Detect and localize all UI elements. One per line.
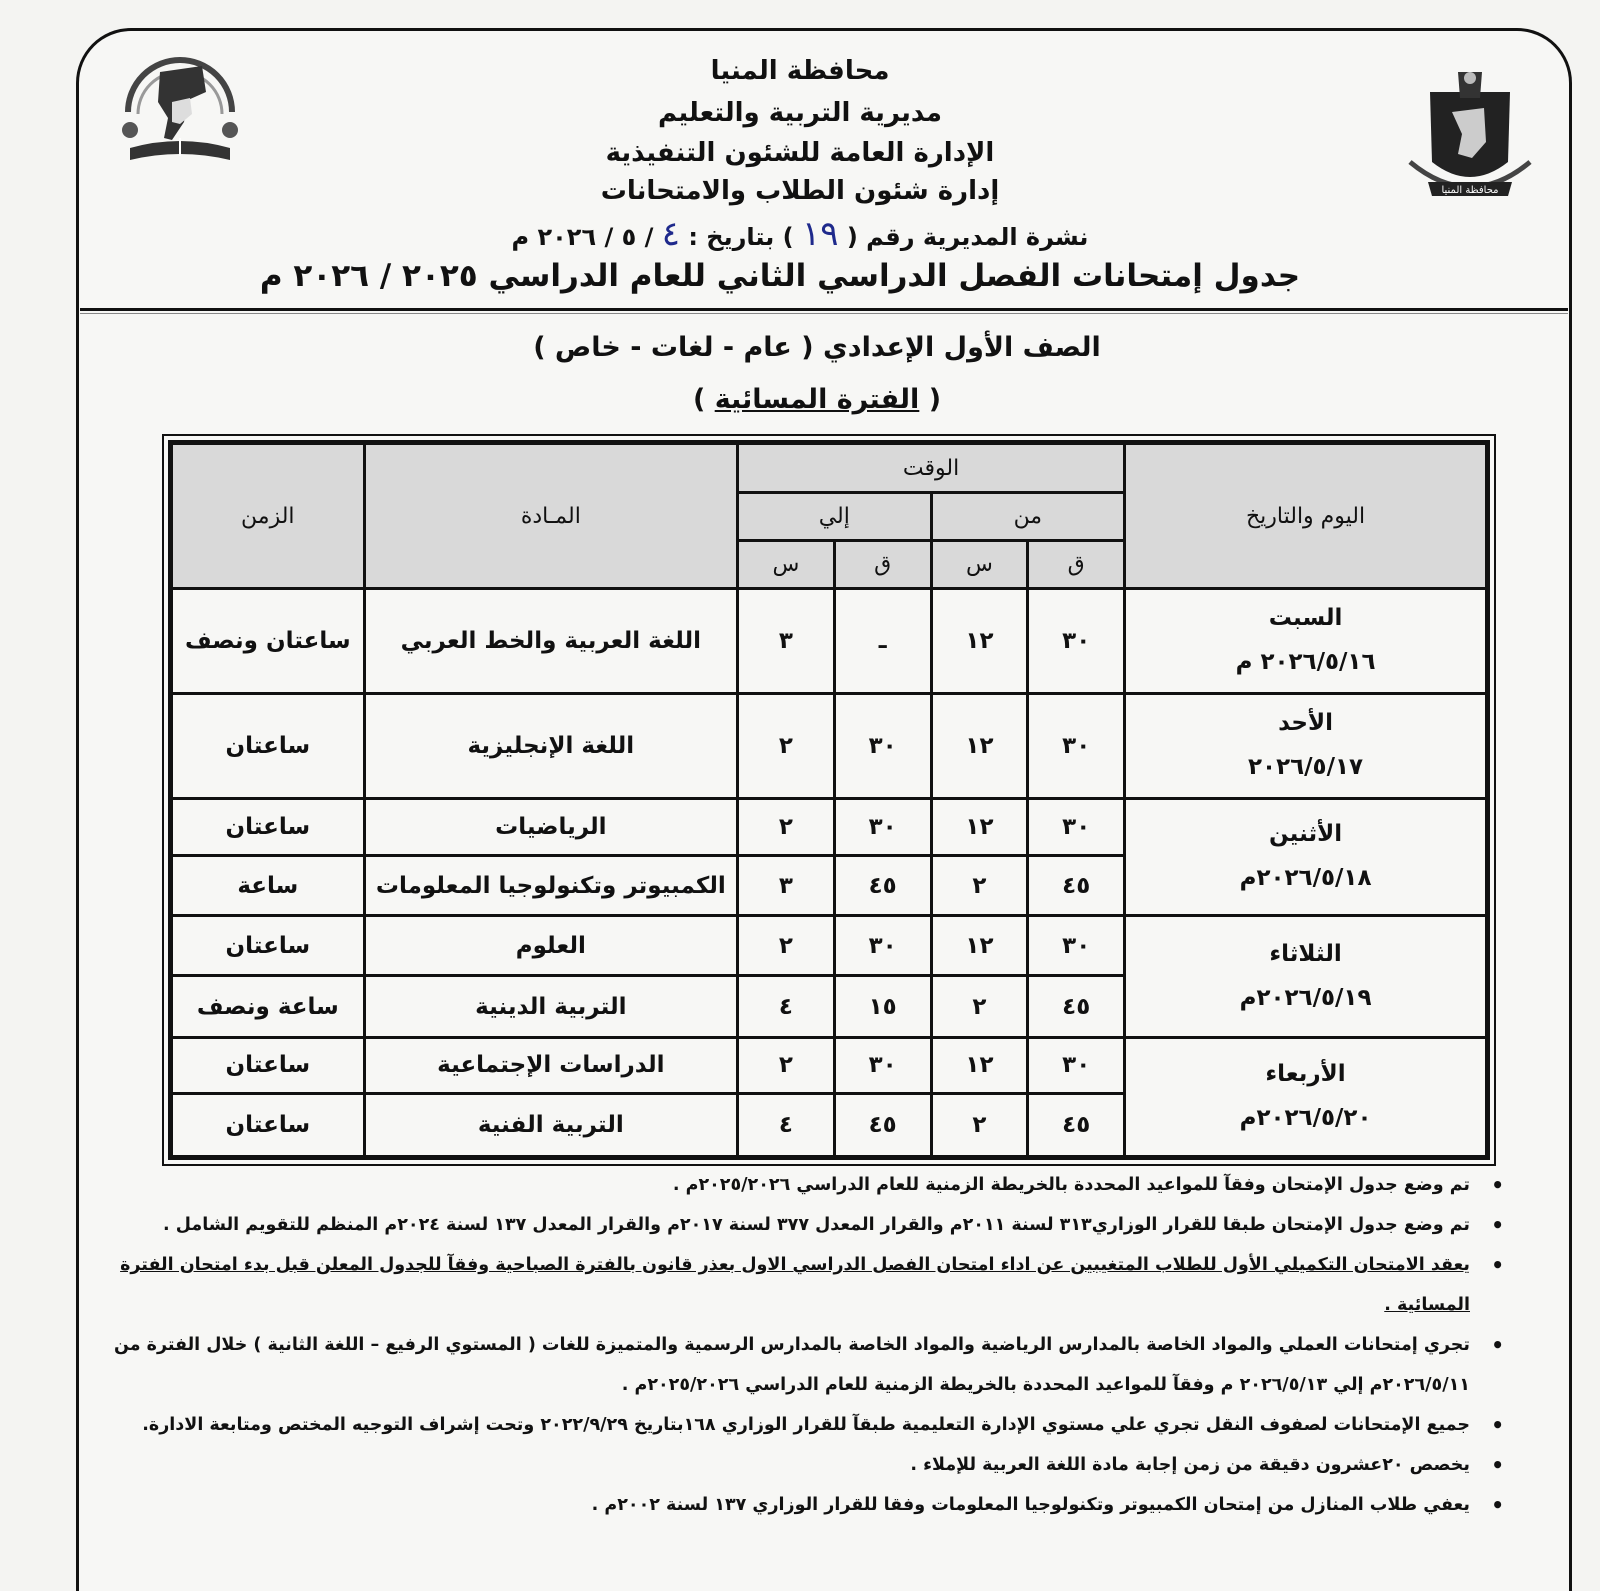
header-from: من: [931, 493, 1125, 541]
day-name: الأثنين: [1268, 821, 1343, 848]
from-minute: ٣٠: [1028, 916, 1125, 976]
exam-date: ٢٠٢٦/٥/١٦ م: [1235, 648, 1376, 675]
emblem-label: محافظة المنيا: [1441, 185, 1499, 196]
to-hour: ٤: [738, 1093, 835, 1157]
note-item: • جميع الإمتحانات لصفوف النقل تجري علي مستوي الإدارة التعليمية طبقآ للقرار الوزاري ١٦٨بتاريخ ٢٠٢٢/٩/٢٩ وتحت إشراف التوجيه المختص ومتابعة الادارة.: [90, 1405, 1510, 1445]
table-row: [171, 916, 1488, 976]
to-minute: ٣٠: [834, 693, 931, 798]
from-minute: ٣٠: [1028, 589, 1125, 694]
day-date-cell: [1125, 693, 1488, 798]
duration: ساعتان: [171, 1038, 365, 1094]
day-date-cell: [1125, 589, 1488, 694]
to-minute: ـ: [834, 589, 931, 694]
duration: ساعة: [171, 856, 365, 916]
to-hour: ٣: [738, 589, 835, 694]
to-minute: ٣٠: [834, 1038, 931, 1094]
bulletin-day: ٤: [661, 214, 680, 254]
administration-name: الإدارة العامة للشئون التنفيذية: [605, 138, 995, 168]
directorate-name: مديرية التربية والتعليم: [657, 98, 943, 128]
day-name: الأربعاء: [1265, 1061, 1346, 1088]
department-name: إدارة شئون الطلاب والامتحانات: [600, 176, 1000, 206]
day-date-cell: [1125, 916, 1488, 1038]
period-label: الفترة المسائية: [714, 384, 920, 415]
header-to: إلي: [738, 493, 932, 541]
from-hour: ١٢: [931, 798, 1028, 856]
day-name: الأحد: [1278, 710, 1333, 737]
grade-title: الصف الأول الإعدادي ( عام - لغات - خاص ): [533, 332, 1101, 363]
document-title: جدول إمتحانات الفصل الدراسي الثاني للعام الدراسي ٢٠٢٥ / ٢٠٢٦ م: [259, 258, 1301, 294]
from-hour: ١٢: [931, 916, 1028, 976]
subject: الكمبيوتر وتكنولوجيا المعلومات: [364, 856, 737, 916]
from-hour: ١٢: [931, 589, 1028, 694]
header-divider: [80, 308, 1568, 311]
period-title: [17, 384, 1600, 415]
to-hour: ٢: [738, 798, 835, 856]
bulletin-number: ١٩: [801, 214, 839, 254]
subject: اللغة الإنجليزية: [364, 693, 737, 798]
period-close-paren: ): [692, 384, 706, 415]
header-duration: الزمن: [171, 443, 365, 589]
subject: الدراسات الإجتماعية: [364, 1038, 737, 1094]
to-hour: ٢: [738, 916, 835, 976]
notes-list: [90, 1165, 1510, 1525]
table-row: [171, 1038, 1488, 1094]
note-item: • يخصص ٢٠عشرون دقيقة من زمن إجابة مادة اللغة العربية للإملاء .: [90, 1445, 1510, 1485]
note-item: • يعقد الامتحان التكميلي الأول للطلاب المتغيبين عن اداء امتحان الفصل الدراسي الاول بعذر قانون بالفترة الصباحية وفقآ للجدول المعلن قبل بدء امتحان الفترة المسائية .: [90, 1245, 1510, 1325]
from-hour: ٢: [931, 1093, 1028, 1157]
from-minute: ٤٥: [1028, 1093, 1125, 1157]
bulletin-prefix: نشرة المديرية رقم (: [846, 223, 1089, 251]
bulletin-line: [0, 214, 1600, 254]
duration: ساعتان: [171, 693, 365, 798]
header-from-hour: س: [931, 541, 1028, 589]
to-minute: ٤٥: [834, 856, 931, 916]
from-hour: ٢: [931, 976, 1028, 1038]
header-to-minute: ق: [834, 541, 931, 589]
to-hour: ٤: [738, 976, 835, 1038]
duration: ساعتان: [171, 1093, 365, 1157]
to-minute: ٣٠: [834, 916, 931, 976]
to-minute: ٤٥: [834, 1093, 931, 1157]
period-open-paren: (: [928, 384, 942, 415]
subject: اللغة العربية والخط العربي: [364, 589, 737, 694]
from-minute: ٣٠: [1028, 1038, 1125, 1094]
to-minute: ٣٠: [834, 798, 931, 856]
day-name: الثلاثاء: [1269, 941, 1342, 968]
note-item: • تم وضع جدول الإمتحان وفقآ للمواعيد المحددة بالخريطة الزمنية للعام الدراسي ٢٠٢٥/٢٠٢٦م .: [90, 1165, 1510, 1205]
from-hour: ٢: [931, 856, 1028, 916]
day-date-cell: [1125, 798, 1488, 916]
to-hour: ٢: [738, 1038, 835, 1094]
duration: ساعتان: [171, 798, 365, 856]
header-subject: المـادة: [364, 443, 737, 589]
exam-date: ٢٠٢٦/٥/١٧: [1248, 753, 1364, 780]
subject: التربية الدينية: [364, 976, 737, 1038]
note-item: • تجري إمتحانات العملي والمواد الخاصة بالمدارس الرياضية والمواد الخاصة بالمدارس الرسمية والمتميزة للغات ( المستوي الرفيع – اللغة الثانية ) خلال الفترة من ٢٠٢٦/٥/١١م إلي ٢٠٢٦/٥/١٣ م وفقآ للمواعيد المحددة بالخريطة الزمنية للعام الدراسي ٢٠٢٥/٢٠٢٦م .: [90, 1325, 1510, 1405]
from-minute: ٤٥: [1028, 976, 1125, 1038]
from-hour: ١٢: [931, 1038, 1028, 1094]
from-minute: ٣٠: [1028, 693, 1125, 798]
subject: الرياضيات: [364, 798, 737, 856]
exam-date: ٢٠٢٦/٥/١٩م: [1239, 984, 1372, 1011]
note-item: • يعفي طلاب المنازل من إمتحان الكمبيوتر وتكنولوجيا المعلومات وفقا للقرار الوزاري ١٣٧ لسنة ٢٠٠٢م .: [90, 1485, 1510, 1525]
to-hour: ٣: [738, 856, 835, 916]
header-day-date: اليوم والتاريخ: [1125, 443, 1488, 589]
exam-date: ٢٠٢٦/٥/١٨م: [1239, 864, 1372, 891]
day-name: السبت: [1268, 605, 1343, 632]
table-row: [171, 798, 1488, 856]
table-row: [171, 693, 1488, 798]
governorate-name: محافظة المنيا: [710, 56, 890, 86]
bulletin-mid: ) بتاريخ :: [688, 223, 794, 251]
header-time: الوقت: [738, 443, 1125, 493]
exam-schedule-table: [168, 440, 1490, 1160]
header-to-hour: س: [738, 541, 835, 589]
duration: ساعة ونصف: [171, 976, 365, 1038]
bulletin-suffix: / ٥ / ٢٠٢٦ م: [511, 223, 654, 251]
from-minute: ٣٠: [1028, 798, 1125, 856]
exam-date: ٢٠٢٦/٥/٢٠م: [1239, 1105, 1372, 1132]
duration: ساعتان ونصف: [171, 589, 365, 694]
to-minute: ١٥: [834, 976, 931, 1038]
note-item: • تم وضع جدول الإمتحان طبقا للقرار الوزاري٣١٣ لسنة ٢٠١١م والقرار المعدل ٣٧٧ لسنة ٢٠١٧م والقرار المعدل ١٣٧ لسنة ٢٠٢٤م المنظم للتقويم الشامل .: [90, 1205, 1510, 1245]
from-minute: ٤٥: [1028, 856, 1125, 916]
day-date-cell: [1125, 1038, 1488, 1158]
duration: ساعتان: [171, 916, 365, 976]
subject: العلوم: [364, 916, 737, 976]
table-row: [171, 589, 1488, 694]
subject: التربية الفنية: [364, 1093, 737, 1157]
header-from-minute: ق: [1028, 541, 1125, 589]
from-hour: ١٢: [931, 693, 1028, 798]
to-hour: ٢: [738, 693, 835, 798]
header-divider-thin: [80, 313, 1568, 314]
